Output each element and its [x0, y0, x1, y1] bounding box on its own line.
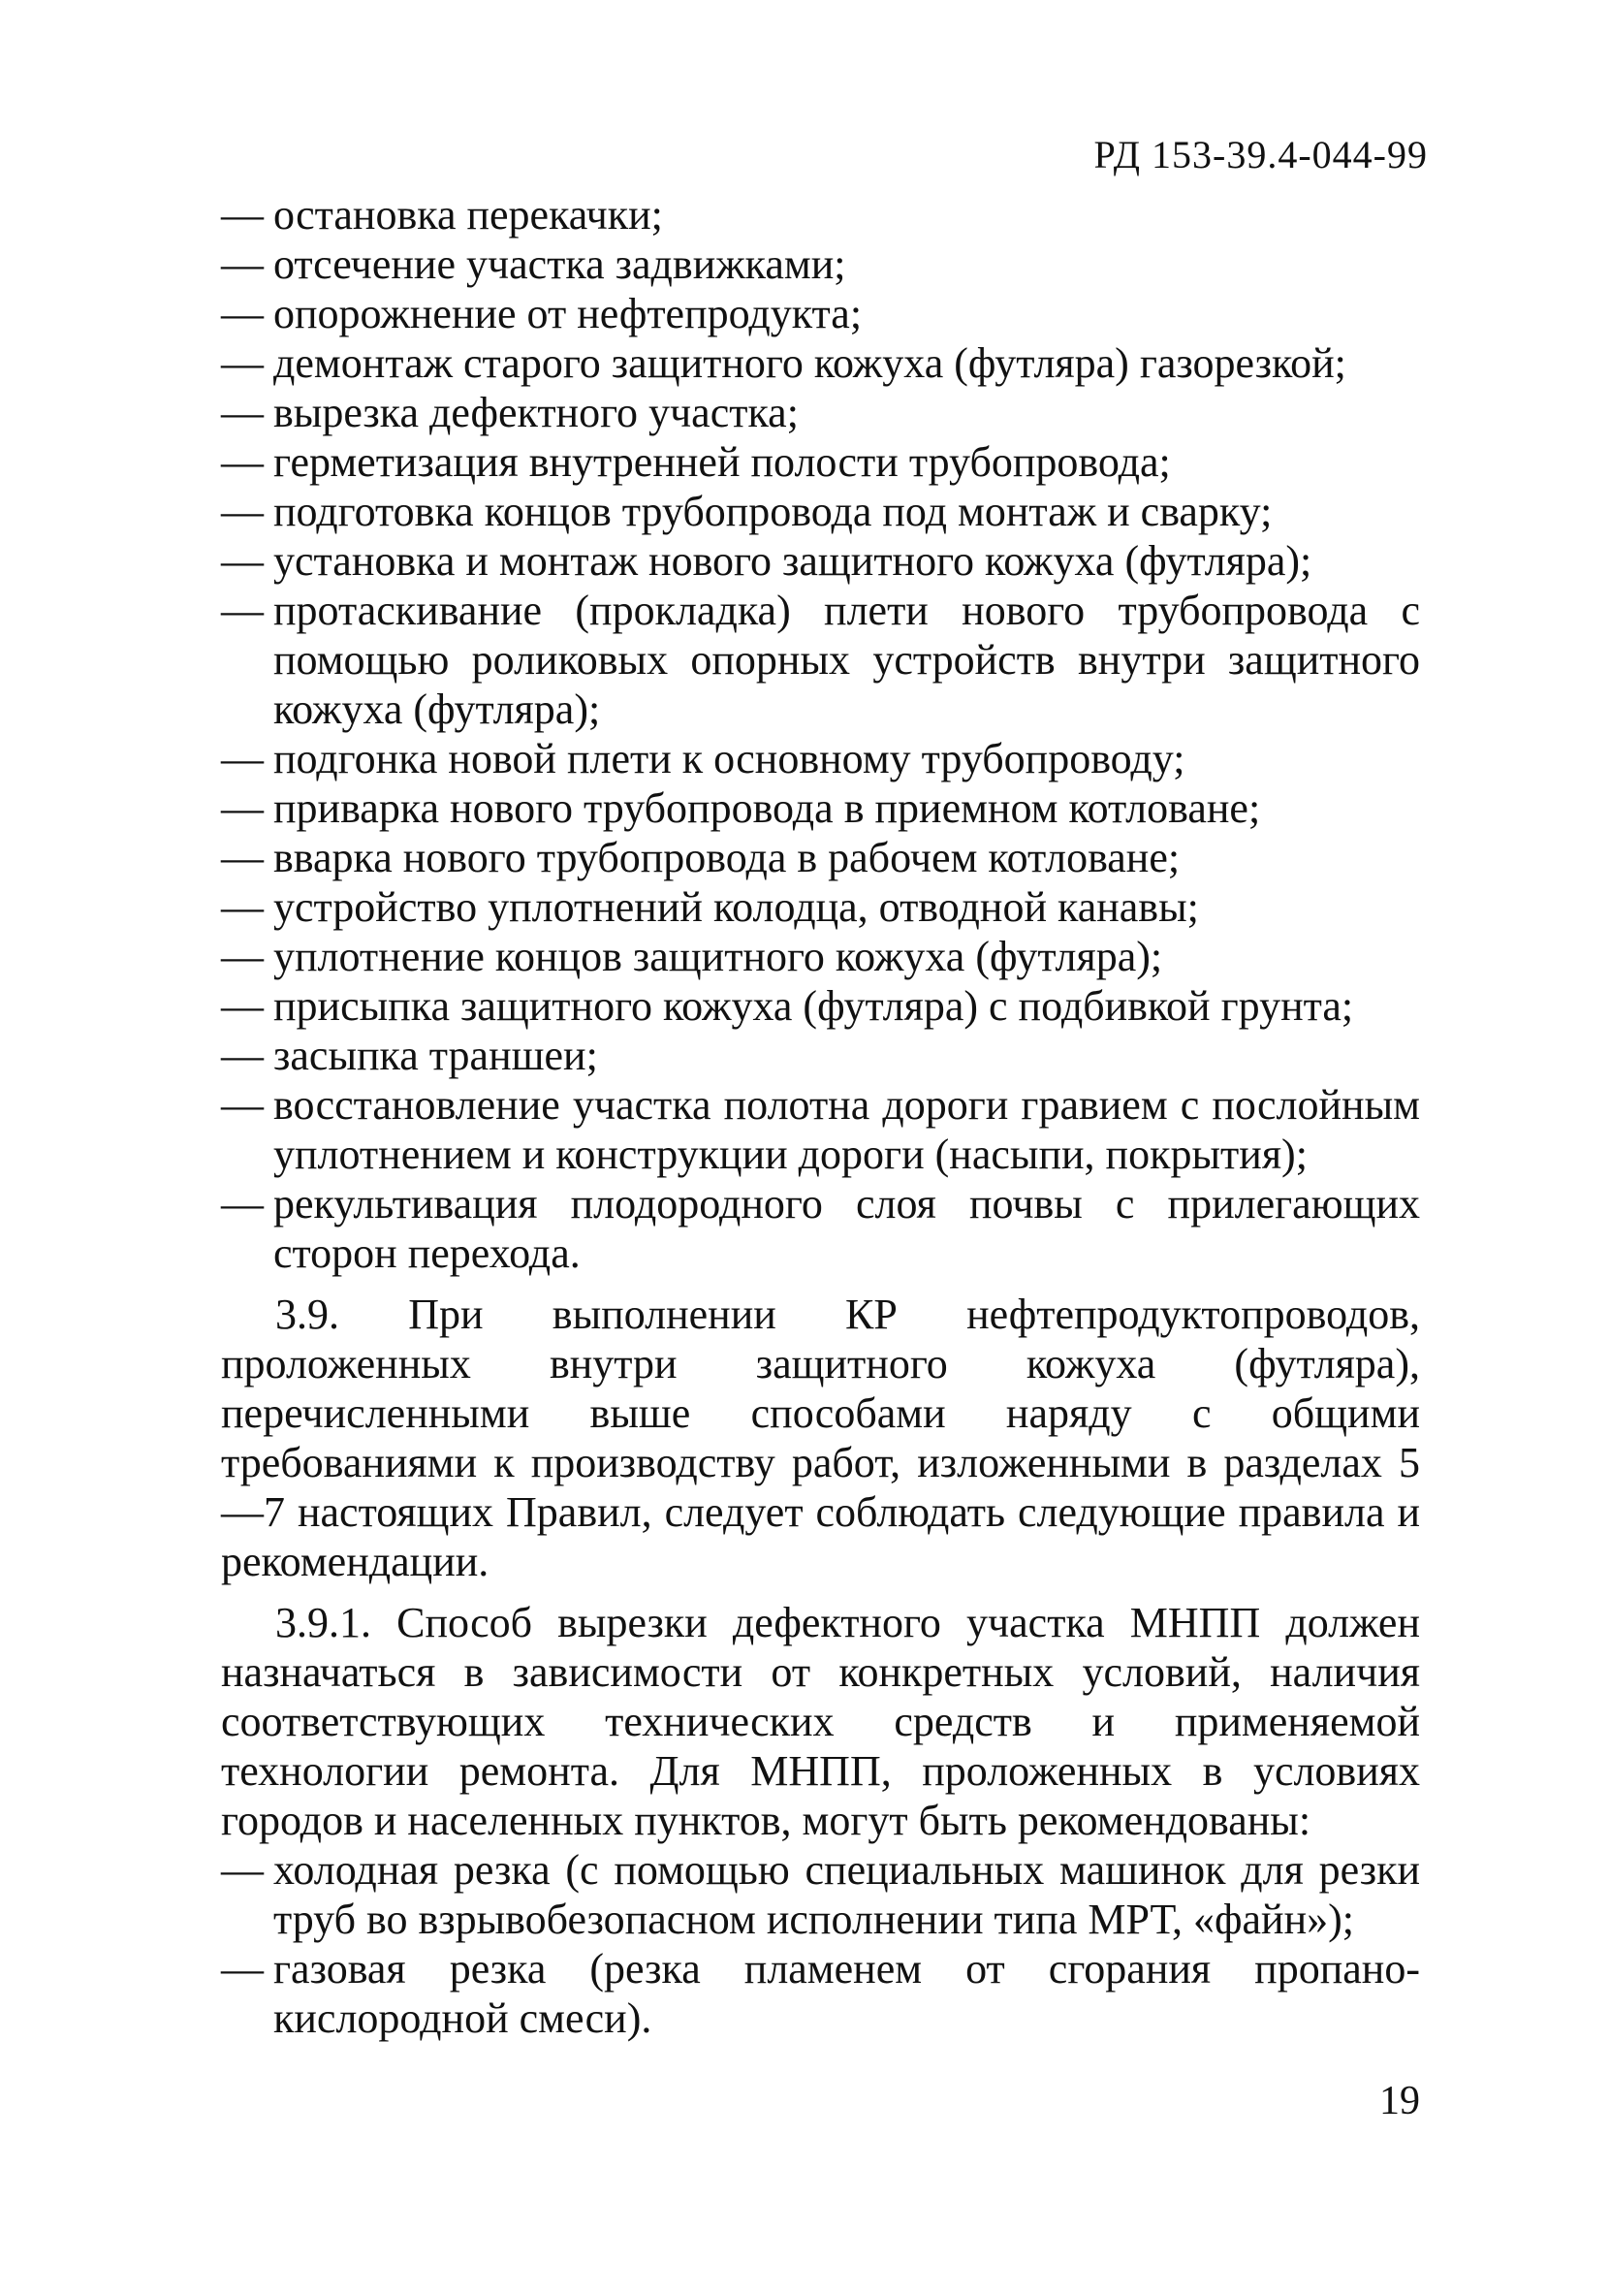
- page-number: 19: [1379, 2079, 1420, 2123]
- list-item: [221, 437, 1420, 487]
- list-item-text: подгонка новой плети к основному трубопроводу;: [273, 735, 1185, 782]
- paragraph-3-9-1: 3.9.1. Способ вырезки дефектного участка МНПП должен назначаться в зависимости от конкретных условий, наличия соответствующих технических средств и применяемой технологии ремонта. Для МНПП, проложенных в условиях городов и населенных пунктов, могут быть рекомендованы:: [221, 1599, 1420, 1844]
- list-item: [221, 1179, 1420, 1278]
- list-item-text: уплотнение концов защитного кожуха (футляра);: [273, 933, 1163, 980]
- list-item: [221, 536, 1420, 586]
- list-item-text: вырезка дефектного участка;: [273, 389, 799, 436]
- list-item-text: рекультивация плодородного слоя почвы с прилегающих сторон перехода.: [273, 1180, 1420, 1277]
- list-item: [221, 882, 1420, 932]
- list-item: [221, 487, 1420, 536]
- paragraph-3-9: 3.9. При выполнении КР нефтепродуктопроводов, проложенных внутри защитного кожуха (футляра), перечисленными выше способами наряду с общими требованиями к производству работ, изложенными в разделах 5—7 настоящих Правил, следует соблюдать следующие правила и рекомендации.: [221, 1291, 1420, 1585]
- list-dash: —: [221, 735, 264, 782]
- list-item-text: устройство уплотнений колодца, отводной канавы;: [273, 883, 1199, 931]
- list-item-text: установка и монтаж нового защитного кожуха (футляра);: [273, 537, 1312, 585]
- list-item: [221, 190, 1420, 239]
- list-dash: —: [221, 191, 264, 239]
- list-dash: —: [221, 1081, 264, 1129]
- list-dash: —: [221, 587, 264, 634]
- page-body: [221, 190, 1420, 2043]
- list-dash: —: [221, 339, 264, 387]
- document-code-header: РД 153-39.4-044-99: [1093, 133, 1428, 176]
- list-item-text: демонтаж старого защитного кожуха (футляра) газорезкой;: [273, 339, 1346, 387]
- list-item: [221, 289, 1420, 338]
- list-item: [221, 338, 1420, 388]
- list-item-text: приварка нового трубопровода в приемном котловане;: [273, 784, 1261, 832]
- list-item-text: вварка нового трубопровода в рабочем котловане;: [273, 834, 1181, 881]
- list-dash: —: [221, 438, 264, 486]
- list-dash: —: [221, 883, 264, 931]
- list-item-text: герметизация внутренней полости трубопровода;: [273, 438, 1171, 486]
- list-item: [221, 239, 1420, 289]
- list-item: [221, 1080, 1420, 1179]
- list-dash: —: [221, 982, 264, 1030]
- list-dash: —: [221, 784, 264, 832]
- list-item-text: подготовка концов трубопровода под монтаж и сварку;: [273, 488, 1273, 535]
- list-item: [221, 932, 1420, 981]
- cutting-methods-list: [221, 1845, 1420, 2043]
- list-dash: —: [221, 537, 264, 585]
- list-item: [221, 981, 1420, 1031]
- list-item-text: восстановление участка полотна дороги гравием с послойным уплотнением и конструкции дороги (насыпи, покрытия);: [273, 1081, 1420, 1178]
- list-item-text: газовая резка (резка пламенем от сгорания пропано-кислородной смеси).: [273, 1945, 1420, 2042]
- list-dash: —: [221, 1846, 264, 1894]
- list-dash: —: [221, 1180, 264, 1228]
- list-item: [221, 1944, 1420, 2043]
- list-item-text: протаскивание (прокладка) плети нового трубопровода с помощью роликовых опорных устройств внутри защитного кожуха (футляра);: [273, 587, 1420, 733]
- list-item-text: присыпка защитного кожуха (футляра) с подбивкой грунта;: [273, 982, 1354, 1030]
- list-dash: —: [221, 389, 264, 436]
- work-steps-list: [221, 190, 1420, 1278]
- list-item-text: холодная резка (с помощью специальных машинок для резки труб во взрывобезопасном исполнении типа МРТ, «файн»);: [273, 1846, 1420, 1943]
- list-item: [221, 388, 1420, 437]
- list-dash: —: [221, 1032, 264, 1079]
- list-dash: —: [221, 240, 264, 288]
- list-item-text: остановка перекачки;: [273, 191, 663, 239]
- list-item-text: отсечение участка задвижками;: [273, 240, 846, 288]
- list-item: [221, 833, 1420, 882]
- list-item: [221, 734, 1420, 783]
- list-dash: —: [221, 488, 264, 535]
- list-item: [221, 1845, 1420, 1944]
- list-item: [221, 586, 1420, 734]
- list-item-text: опорожнение от нефтепродукта;: [273, 290, 863, 337]
- list-dash: —: [221, 933, 264, 980]
- list-dash: —: [221, 290, 264, 337]
- list-item: [221, 783, 1420, 833]
- list-item-text: засыпка траншеи;: [273, 1032, 598, 1079]
- list-item: [221, 1031, 1420, 1080]
- list-dash: —: [221, 834, 264, 881]
- list-dash: —: [221, 1945, 264, 1993]
